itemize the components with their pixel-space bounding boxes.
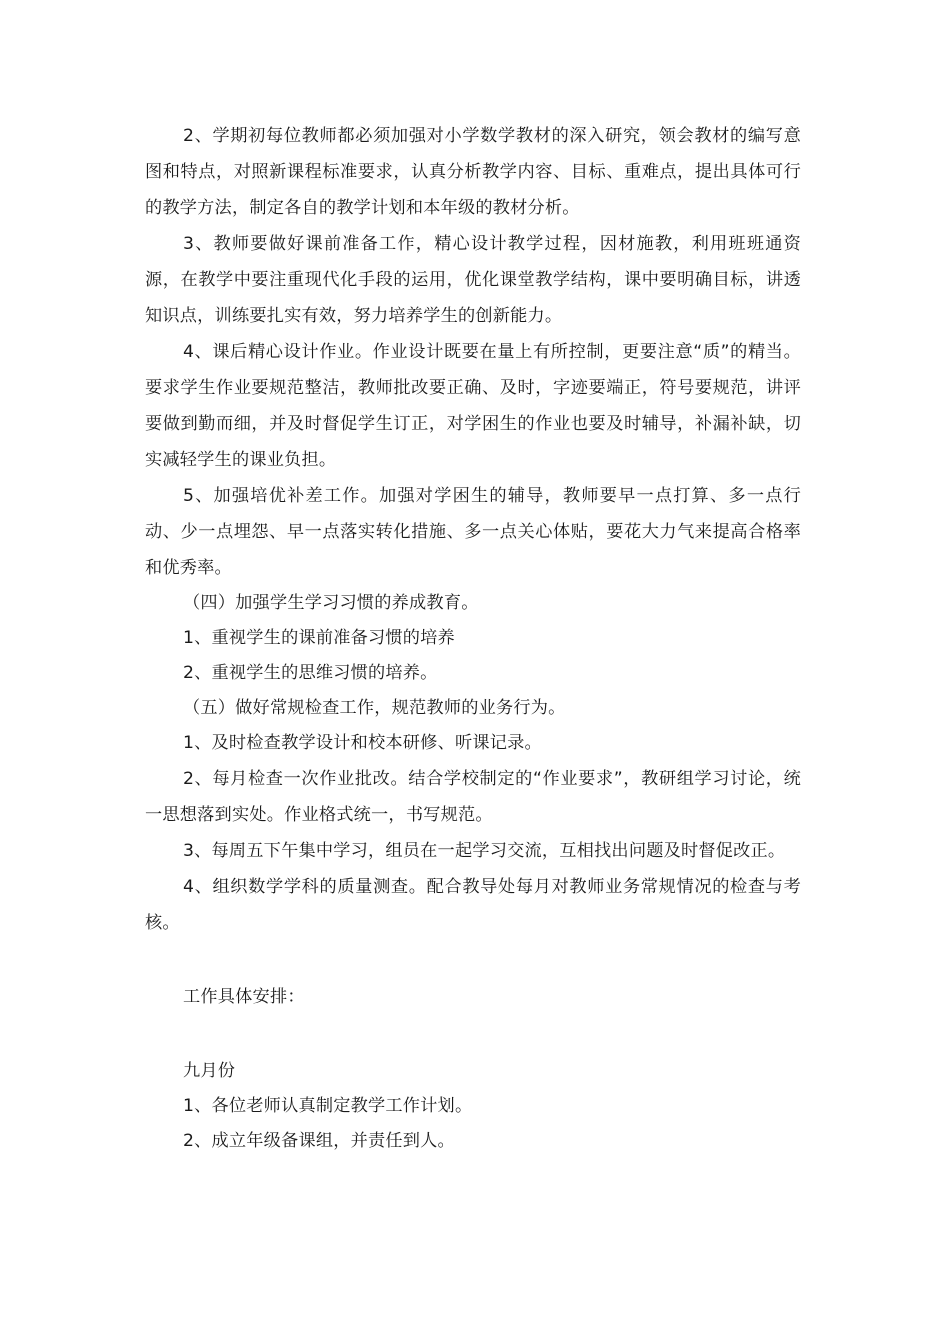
month-item-1: 1、各位老师认真制定教学工作计划。	[183, 1096, 473, 1116]
paragraph-check-1: 1、及时检查教学设计和校本研修、听课记录。	[183, 733, 542, 753]
paragraph-habit-1: 1、重视学生的课前准备习惯的培养	[183, 628, 455, 648]
paragraph-habit-2: 2、重视学生的思维习惯的培养。	[183, 663, 438, 683]
section-heading-four: （四）加强学生学习习惯的养成教育。	[183, 593, 479, 613]
month-item-2: 2、成立年级备课组，并责任到人。	[183, 1131, 455, 1151]
paragraph-check-4: 4、组织数学学科的质量测查。配合教导处每月对教师业务常规情况的检查与考核。	[145, 877, 801, 933]
paragraph-check-3: 3、每周五下午集中学习，组员在一起学习交流，互相找出问题及时督促改正。	[183, 841, 786, 861]
month-heading: 九月份	[183, 1061, 236, 1081]
document-body	[145, 118, 801, 1159]
schedule-heading: 工作具体安排：	[183, 987, 305, 1007]
paragraph-item-3-lesson-prep: 3、教师要做好课前准备工作，精心设计教学过程，因材施教，利用班班通资源，在教学中要注重现代化手段的运用，优化课堂教学结构，课中要明确目标，讲透知识点，训练要扎实有效，努力培养学生的创新能力。	[145, 234, 801, 326]
paragraph-check-2: 2、每月检查一次作业批改。结合学校制定的“作业要求”，教研组学习讨论，统一思想落到实处。作业格式统一，书写规范。	[145, 769, 801, 825]
blank-line	[145, 941, 801, 980]
paragraph-item-5-tutoring: 5、加强培优补差工作。加强对学困生的辅导，教师要早一点打算、多一点行动、少一点埋怨、早一点落实转化措施、多一点关心体贴，要花大力气来提高合格率和优秀率。	[145, 486, 801, 578]
paragraph-item-2-textbook-study: 2、学期初每位教师都必须加强对小学数学教材的深入研究，领会教材的编写意图和特点，对照新课程标准要求，认真分析教学内容、目标、重难点，提出具体可行的教学方法，制定各自的教学计划和本年级的教材分析。	[145, 126, 801, 218]
section-heading-five: （五）做好常规检查工作，规范教师的业务行为。	[183, 698, 566, 718]
blank-line	[145, 1015, 801, 1054]
paragraph-item-4-homework: 4、课后精心设计作业。作业设计既要在量上有所控制，更要注意“质”的精当。要求学生作业要规范整洁，教师批改要正确、及时，字迹要端正，符号要规范，讲评要做到勤而细，并及时督促学生订正，对学困生的作业也要及时辅导，补漏补缺，切实减轻学生的课业负担。	[145, 342, 801, 470]
